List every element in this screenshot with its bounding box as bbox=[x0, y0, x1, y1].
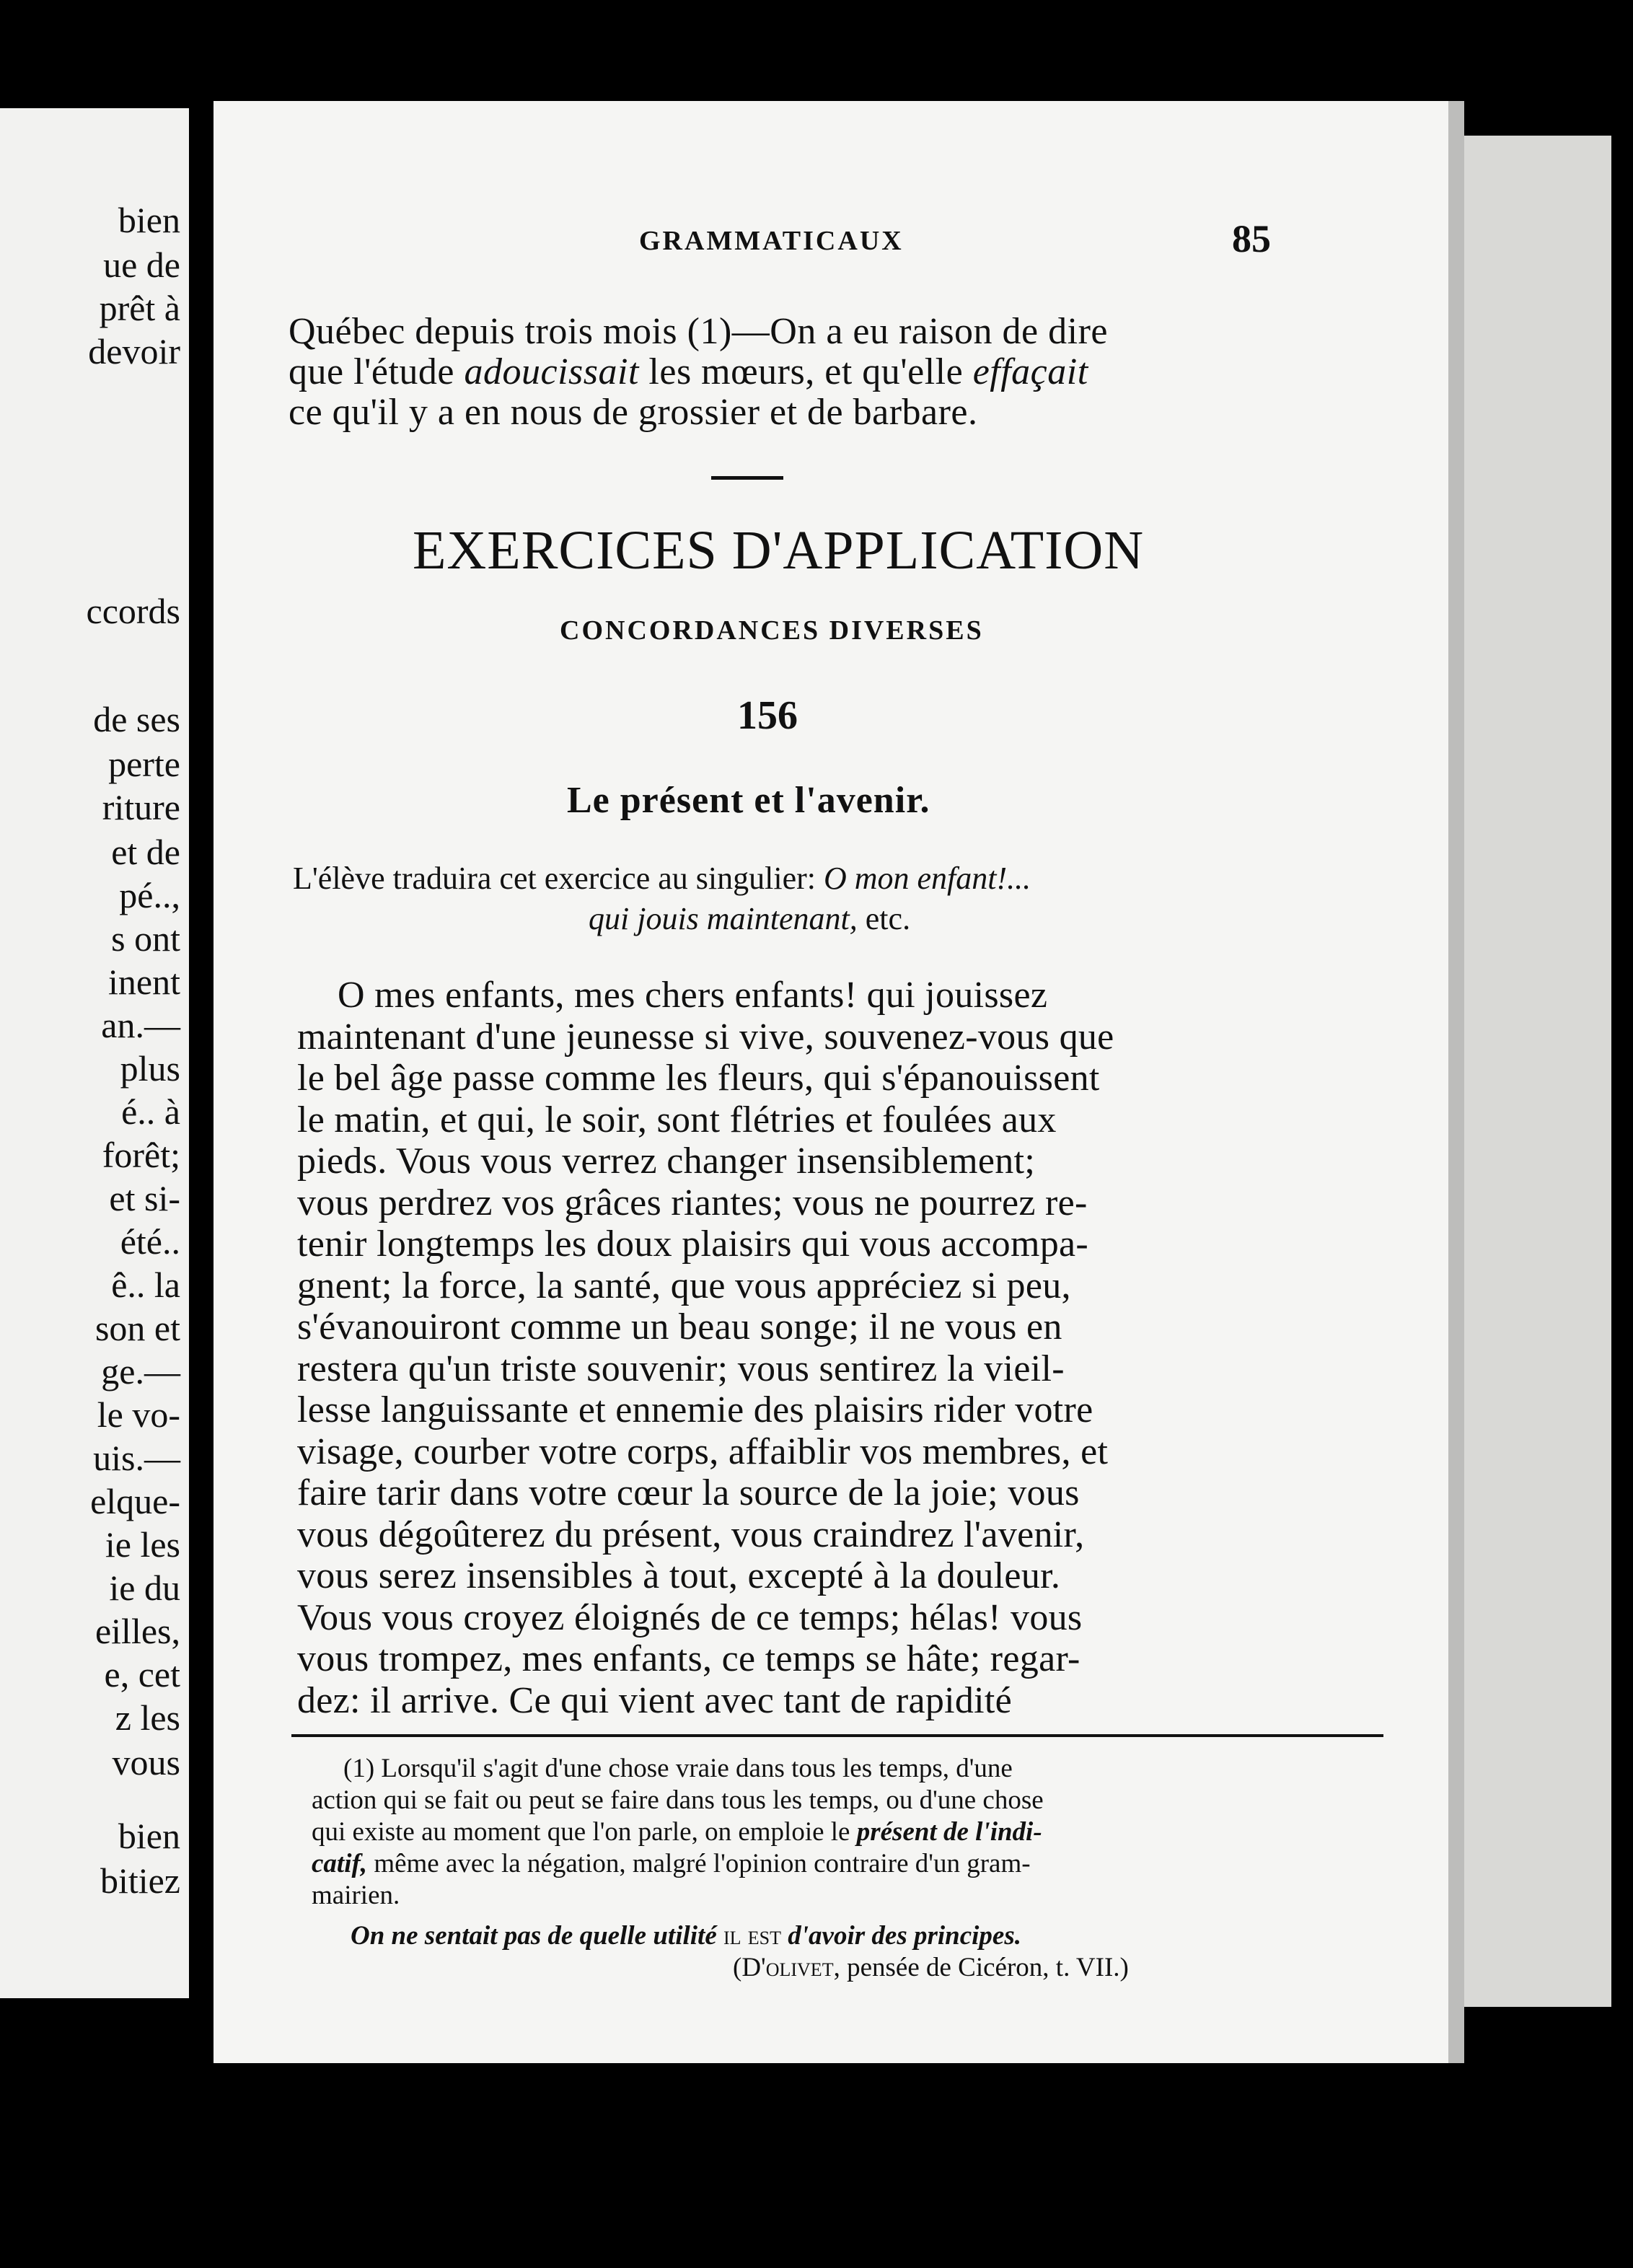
instruction-line: qui jouis maintenant, etc. bbox=[589, 901, 911, 936]
page-binding-shadow bbox=[1448, 101, 1464, 2063]
left-page-fragment: bitiez bbox=[100, 1860, 180, 1901]
left-page-fragment: et de bbox=[111, 832, 180, 872]
paragraph-line: le matin, et qui, le soir, sont flétries et foulées aux bbox=[297, 1099, 1057, 1140]
left-page-fragment: ie du bbox=[109, 1568, 180, 1608]
left-page-fragment: an.— bbox=[101, 1005, 180, 1045]
left-page-fragment: forêt; bbox=[102, 1135, 180, 1175]
left-page-fragment: uis.— bbox=[93, 1438, 180, 1478]
page-number: 85 bbox=[1232, 217, 1271, 260]
footnote-line: action qui se fait ou peut se faire dans tous les temps, ou d'une chose bbox=[312, 1785, 1044, 1815]
paragraph-line: Vous vous croyez éloignés de ce temps; hélas! vous bbox=[297, 1597, 1083, 1638]
left-page-fragment: devoir bbox=[88, 331, 180, 372]
paragraph-line: vous trompez, mes enfants, ce temps se hâte; regar- bbox=[297, 1638, 1080, 1679]
paragraph-line: lesse languissante et ennemie des plaisirs rider votre bbox=[297, 1389, 1093, 1430]
left-page-fragment: de ses bbox=[93, 699, 180, 739]
left-page-fragment: z les bbox=[115, 1697, 180, 1738]
paragraph-line: O mes enfants, mes chers enfants! qui jouissez bbox=[338, 975, 1048, 1016]
paragraph-line: dez: il arrive. Ce qui vient avec tant de rapidité bbox=[297, 1680, 1013, 1721]
section-divider bbox=[711, 476, 783, 480]
footnote-divider bbox=[291, 1734, 1383, 1737]
paragraph-line: visage, courber votre corps, affaiblir vos membres, et bbox=[297, 1431, 1109, 1472]
left-page-fragment: ê.. la bbox=[111, 1265, 180, 1305]
paragraph-line: pieds. Vous vous verrez changer insensiblement; bbox=[297, 1140, 1036, 1182]
left-page-fragment: riture bbox=[102, 787, 180, 827]
paragraph-line: s'évanouiront comme un beau songe; il ne vous en bbox=[297, 1306, 1062, 1348]
page-stack-edge bbox=[1448, 136, 1611, 2007]
left-page-fragment: vous bbox=[112, 1742, 180, 1783]
left-facing-page bbox=[0, 108, 189, 1998]
left-page-fragment: plus bbox=[120, 1048, 180, 1089]
footnote-line: catif, même avec la négation, malgré l'opinion contraire d'un gram- bbox=[312, 1849, 1031, 1878]
top-paragraph-line: Québec depuis trois mois (1)—On a eu raison de dire bbox=[289, 311, 1108, 352]
paragraph-line: tenir longtemps les doux plaisirs qui vous accompa- bbox=[297, 1223, 1088, 1265]
paragraph-line: vous serez insensibles à tout, excepté à la douleur. bbox=[297, 1555, 1061, 1596]
left-page-fragment: pé.., bbox=[119, 875, 180, 915]
top-paragraph-line: ce qu'il y a en nous de grossier et de barbare. bbox=[289, 392, 978, 433]
subsection-title: CONCORDANCES DIVERSES bbox=[560, 615, 984, 646]
top-paragraph-line: que l'étude adoucissait les mœurs, et qu'elle effaçait bbox=[289, 351, 1088, 392]
main-page bbox=[214, 101, 1448, 2063]
left-page-fragment: e, cet bbox=[104, 1654, 180, 1695]
exercise-number: 156 bbox=[737, 693, 798, 738]
paragraph-line: le bel âge passe comme les fleurs, qui s'épanouissent bbox=[297, 1058, 1100, 1099]
left-page-fragment: ccords bbox=[86, 591, 180, 631]
left-page-fragment: é.. à bbox=[121, 1091, 180, 1132]
left-page-fragment: été.. bbox=[120, 1221, 180, 1262]
left-page-fragment: ge.— bbox=[101, 1351, 180, 1392]
left-page-fragment: bien bbox=[118, 1816, 180, 1856]
footnote-line: mairien. bbox=[312, 1881, 400, 1910]
left-page-fragment: son et bbox=[94, 1308, 180, 1348]
left-page-fragment: et si- bbox=[109, 1178, 180, 1218]
left-page-fragment: le vo- bbox=[97, 1394, 180, 1435]
left-page-fragment: prêt à bbox=[99, 288, 180, 328]
left-page-fragment: perte bbox=[108, 744, 180, 784]
paragraph-line: gnent; la force, la santé, que vous appréciez si peu, bbox=[297, 1265, 1071, 1306]
paragraph-line: vous perdrez vos grâces riantes; vous ne pourrez re- bbox=[297, 1182, 1088, 1223]
left-page-fragment: s ont bbox=[111, 918, 180, 959]
instruction-line: L'élève traduira cet exercice au singulier: O mon enfant!... bbox=[293, 861, 1031, 896]
left-page-fragment: ie les bbox=[105, 1524, 180, 1565]
paragraph-line: vous dégoûterez du présent, vous craindrez l'avenir, bbox=[297, 1514, 1085, 1555]
section-title: EXERCICES D'APPLICATION bbox=[413, 520, 1145, 581]
paragraph-line: restera qu'un triste souvenir; vous sentirez la vieil- bbox=[297, 1348, 1065, 1389]
footnote-attribution: (D'olivet, pensée de Cicéron, t. VII.) bbox=[733, 1953, 1129, 1982]
exercise-title: Le présent et l'avenir. bbox=[567, 780, 930, 821]
left-page-fragment: bien bbox=[118, 200, 180, 240]
left-page-fragment: inent bbox=[108, 962, 180, 1002]
running-head: GRAMMATICAUX bbox=[639, 226, 904, 256]
footnote-line: qui existe au moment que l'on parle, on emploie le présent de l'indi- bbox=[312, 1817, 1042, 1847]
left-page-fragment: ue de bbox=[103, 245, 180, 285]
footnote-line: (1) Lorsqu'il s'agit d'une chose vraie dans tous les temps, d'une bbox=[343, 1754, 1013, 1783]
paragraph-line: maintenant d'une jeunesse si vive, souvenez-vous que bbox=[297, 1016, 1114, 1058]
footnote-quote: On ne sentait pas de quelle utilité il est d'avoir des principes. bbox=[351, 1921, 1021, 1951]
paragraph-line: faire tarir dans votre cœur la source de la joie; vous bbox=[297, 1472, 1080, 1513]
left-page-fragment: eilles, bbox=[94, 1611, 180, 1651]
left-page-fragment: elque- bbox=[90, 1481, 180, 1521]
